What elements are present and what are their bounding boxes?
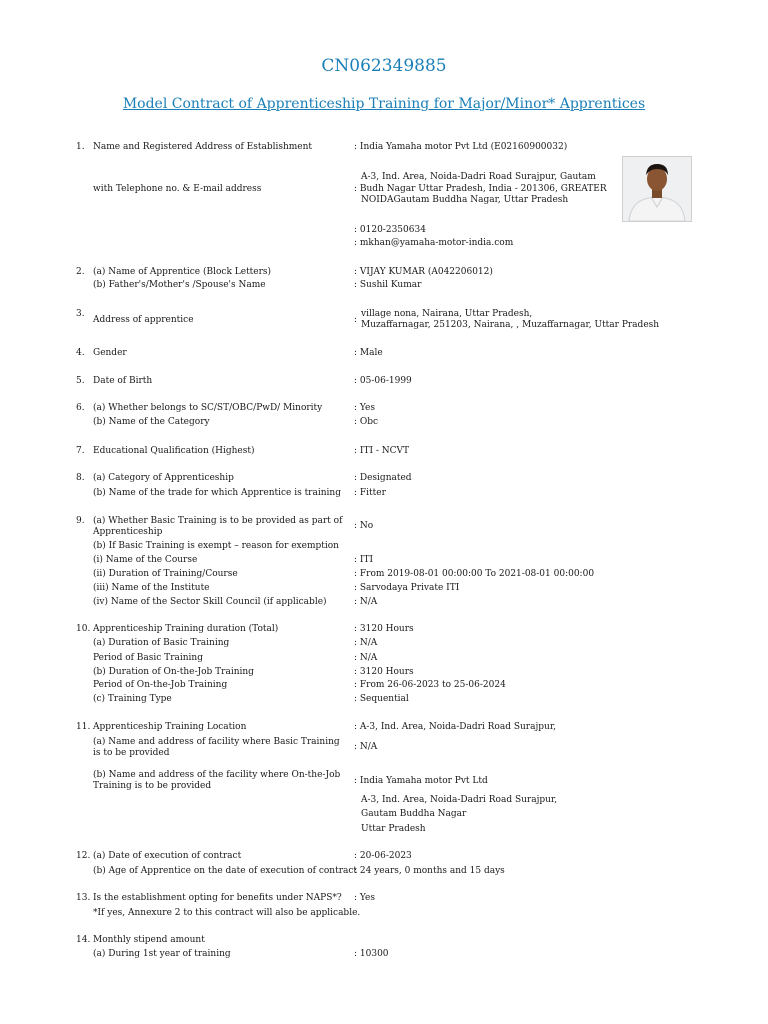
- establishment-address-line: : Budh Nagar Uttar Pradesh, India - 201306, GREATER: [354, 184, 607, 194]
- apprentice-address-line: Muzaffarnagar, 251203, Nairana, , Muzaffarnagar, Uttar Pradesh: [361, 320, 660, 330]
- contact-label: with Telephone no. & E-mail address: [93, 184, 262, 194]
- stipend-year1-label: (a) During 1st year of training: [93, 949, 231, 959]
- apprentice-address-line: village nona, Nairana, Uttar Pradesh,: [361, 309, 533, 319]
- establishment-address-line: NOIDAGautam Buddha Nagar, Uttar Pradesh: [361, 195, 569, 205]
- gender-label: Gender: [93, 348, 127, 358]
- training-duration-value: : 3120 Hours: [354, 624, 414, 634]
- gender-value: : Male: [354, 348, 383, 358]
- ojt-period-label: Period of On-the-Job Training: [93, 680, 228, 690]
- naps-value: : Yes: [354, 893, 375, 903]
- skill-council-label: (iv) Name of the Sector Skill Council (if applicable): [93, 597, 327, 607]
- trade-label: (b) Name of the trade for which Apprentice is training: [93, 488, 341, 498]
- apprentice-age-value: : 24 years, 0 months and 15 days: [354, 866, 505, 876]
- apprentice-name-label: (a) Name of Apprentice (Block Letters): [93, 267, 272, 277]
- course-name-value: : ITI: [354, 555, 374, 565]
- category-name-value: : Obc: [354, 417, 379, 427]
- item-number: 12.: [76, 851, 91, 861]
- establishment-email: : mkhan@yamaha-motor-india.com: [354, 238, 514, 248]
- document-title[interactable]: Model Contract of Apprenticeship Training for Major/Minor* Apprentices: [122, 96, 646, 112]
- apprentice-address-label: Address of apprentice: [93, 315, 194, 325]
- basic-facility-value: : N/A: [354, 742, 378, 752]
- item-number: 14.: [76, 935, 91, 945]
- naps-note: *If yes, Annexure 2 to this contract will also be applicable.: [93, 908, 361, 918]
- training-location-value: : A-3, Ind. Area, Noida-Dadri Road Surajpur,: [354, 722, 556, 732]
- dob-value: : 05-06-1999: [354, 376, 412, 386]
- item-number: 10.: [76, 624, 91, 634]
- basic-period-label: Period of Basic Training: [93, 653, 203, 663]
- basic-training-label: (a) Whether Basic Training is to be provided as part of Apprenticeship: [93, 516, 343, 537]
- apprentice-name-value: : VIJAY KUMAR (A042206012): [354, 267, 493, 277]
- training-duration-label: Apprenticeship Training duration (Total): [93, 624, 279, 634]
- stipend-label: Monthly stipend amount: [93, 935, 205, 945]
- apprenticeship-category-label: (a) Category of Apprenticeship: [93, 473, 234, 483]
- institute-value: : Sarvodaya Private ITI: [354, 583, 460, 593]
- stipend-year1-value: : 10300: [354, 949, 389, 959]
- training-type-label: (c) Training Type: [93, 694, 172, 704]
- establishment-label: Name and Registered Address of Establishment: [93, 142, 313, 152]
- basic-duration-value: : N/A: [354, 638, 378, 648]
- establishment-phone: : 0120-2350634: [354, 225, 426, 235]
- item-number: 11.: [76, 722, 91, 732]
- ojt-facility-value: : India Yamaha motor Pvt Ltd: [354, 776, 488, 786]
- exemption-reason-label: (b) If Basic Training is exempt – reason for exemption: [93, 541, 339, 551]
- item-number: 13.: [76, 893, 91, 903]
- guardian-name-value: : Sushil Kumar: [354, 280, 422, 290]
- qualification-label: Educational Qualification (Highest): [93, 446, 255, 456]
- item-number: 7.: [76, 446, 85, 456]
- apprentice-address-colon: :: [354, 315, 358, 325]
- dob-label: Date of Birth: [93, 376, 153, 386]
- basic-training-value: : No: [354, 521, 374, 531]
- ojt-facility-address-line: A-3, Ind. Area, Noida-Dadri Road Surajpur,: [361, 795, 558, 805]
- course-duration-label: (ii) Duration of Training/Course: [93, 569, 238, 579]
- ojt-duration-value: : 3120 Hours: [354, 667, 414, 677]
- institute-label: (iii) Name of the Institute: [93, 583, 210, 593]
- contract-date-value: : 20-06-2023: [354, 851, 412, 861]
- course-name-label: (i) Name of the Course: [93, 555, 198, 565]
- category-belongs-label: (a) Whether belongs to SC/ST/OBC/PwD/ Minority: [93, 403, 323, 413]
- item-number: 5.: [76, 376, 85, 386]
- establishment-value: : India Yamaha motor Pvt Ltd (E02160900032): [354, 142, 568, 152]
- course-duration-value: : From 2019-08-01 00:00:00 To 2021-08-01 00:00:00: [354, 569, 595, 579]
- guardian-name-label: (b) Father's/Mother's /Spouse's Name: [93, 280, 266, 290]
- item-number: 6.: [76, 403, 85, 413]
- training-location-label: Apprenticeship Training Location: [93, 722, 247, 732]
- naps-label: Is the establishment opting for benefits under NAPS*?: [93, 893, 342, 903]
- apprenticeship-category-value: : Designated: [354, 473, 412, 483]
- ojt-facility-address-line: Gautam Buddha Nagar: [361, 809, 467, 819]
- category-belongs-value: : Yes: [354, 403, 375, 413]
- contract-number: CN062349885: [321, 56, 447, 76]
- item-number: 4.: [76, 348, 85, 358]
- ojt-facility-label: (b) Name and address of the facility where On-the-Job Training is to be provided: [93, 770, 341, 791]
- item-number: 8.: [76, 473, 85, 483]
- apprentice-photo: [622, 156, 692, 222]
- person-photo-icon: [623, 157, 691, 221]
- basic-duration-label: (a) Duration of Basic Training: [93, 638, 230, 648]
- item-number: 1.: [76, 142, 85, 152]
- basic-facility-label: (a) Name and address of facility where Basic Training is to be provided: [93, 737, 340, 758]
- trade-value: : Fitter: [354, 488, 386, 498]
- ojt-period-value: : From 26-06-2023 to 25-06-2024: [354, 680, 506, 690]
- establishment-address-line: A-3, Ind. Area, Noida-Dadri Road Surajpur, Gautam: [361, 172, 596, 182]
- skill-council-value: : N/A: [354, 597, 378, 607]
- qualification-value: : ITI - NCVT: [354, 446, 410, 456]
- ojt-duration-label: (b) Duration of On-the-Job Training: [93, 667, 254, 677]
- training-type-value: : Sequential: [354, 694, 409, 704]
- item-number: 3.: [76, 309, 85, 319]
- item-number: 2.: [76, 267, 85, 277]
- apprentice-age-label: (b) Age of Apprentice on the date of execution of contract: [93, 866, 358, 876]
- category-name-label: (b) Name of the Category: [93, 417, 210, 427]
- ojt-facility-address-line: Uttar Pradesh: [361, 824, 426, 834]
- basic-period-value: : N/A: [354, 653, 378, 663]
- contract-date-label: (a) Date of execution of contract: [93, 851, 242, 861]
- item-number: 9.: [76, 516, 85, 526]
